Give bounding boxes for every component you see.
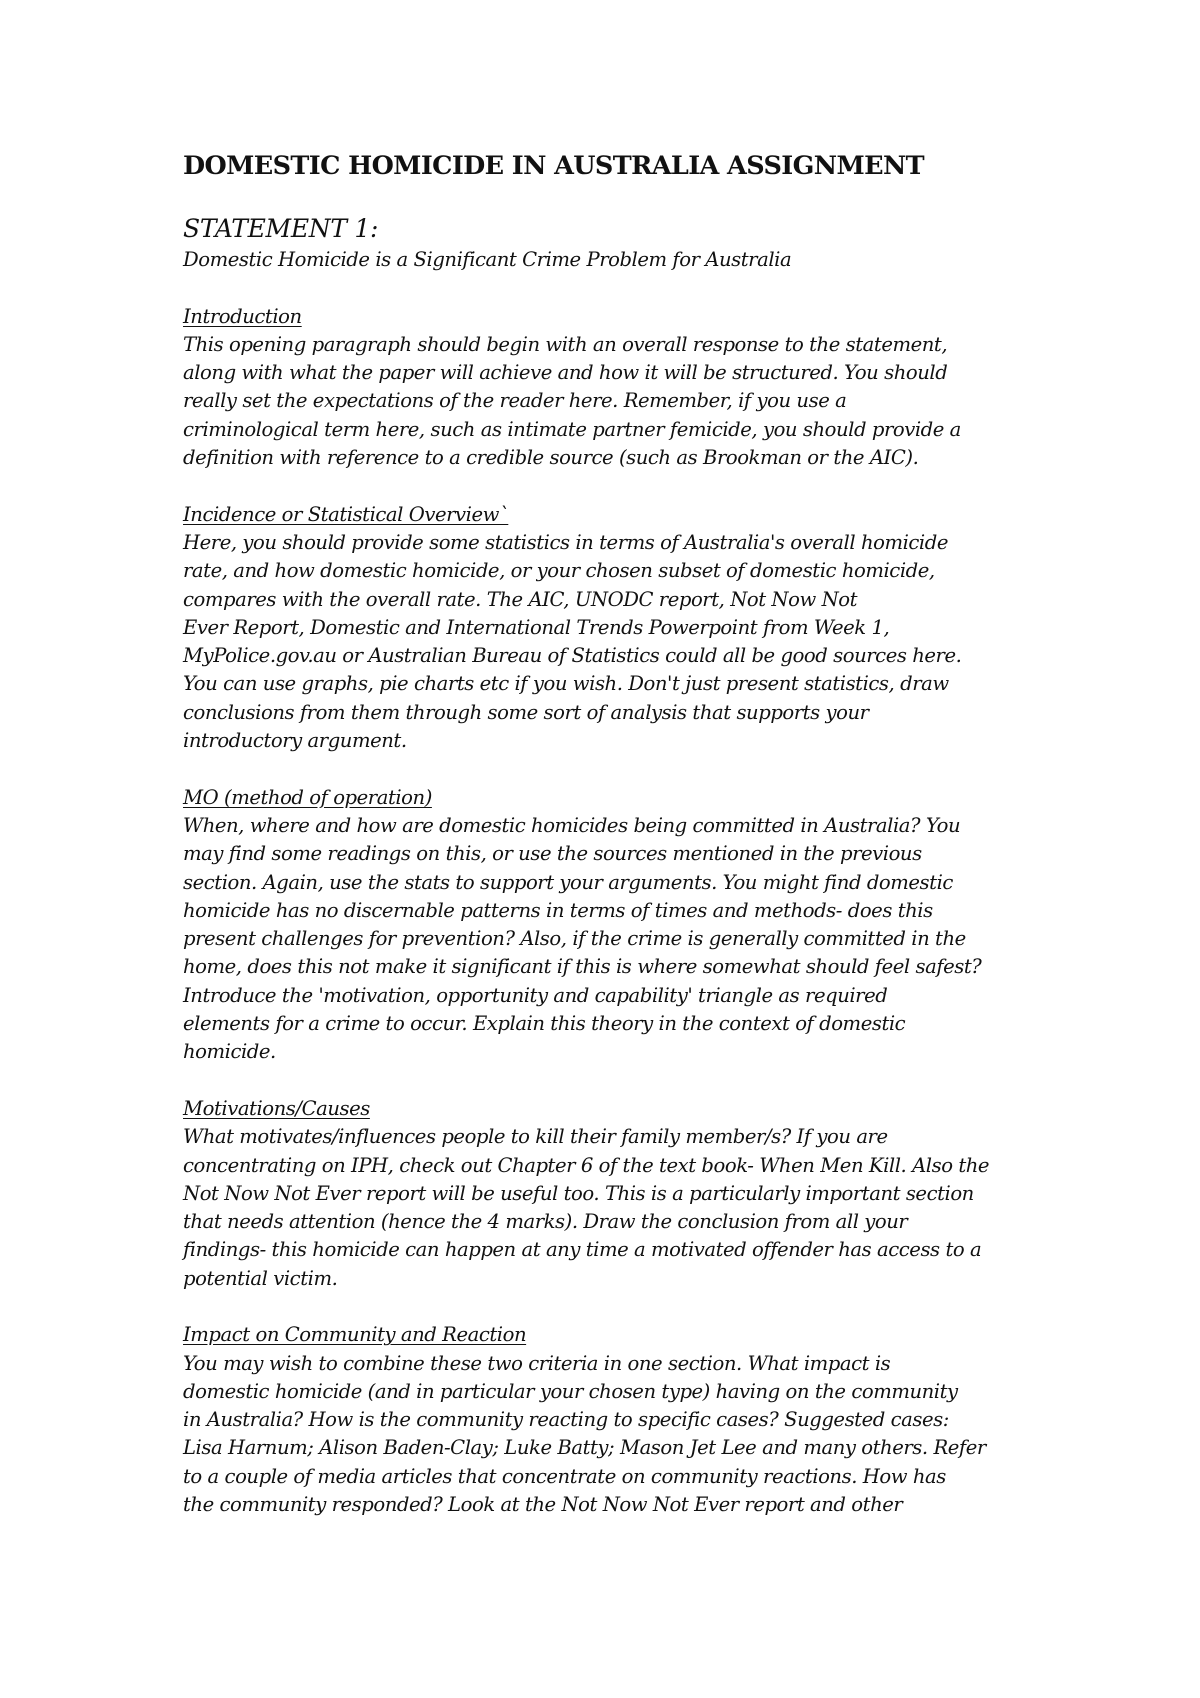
paragraph-line: potential victim. bbox=[183, 1266, 338, 1290]
document-title: DOMESTIC HOMICIDE IN AUSTRALIA ASSIGNMENT bbox=[183, 151, 925, 181]
section-heading: Introduction bbox=[183, 304, 302, 328]
section-heading: Impact on Community and Reaction bbox=[183, 1323, 527, 1347]
paragraph-line: rate, and how domestic homicide, or your chosen subset of domestic homicide, bbox=[183, 559, 935, 583]
paragraph-line: When, where and how are domestic homicides being committed in Australia? You bbox=[183, 813, 961, 837]
paragraph-line: You can use graphs, pie charts etc if you wish. Don't just present statistics, draw bbox=[183, 672, 949, 696]
paragraph-line: What motivates/influences people to kill their family member/s? If you are bbox=[183, 1125, 888, 1149]
section-introduction bbox=[183, 303, 1063, 473]
section-heading: Incidence or Statistical Overview` bbox=[183, 502, 509, 526]
section-impact bbox=[183, 1321, 1063, 1519]
paragraph-line: homicide. bbox=[183, 1040, 276, 1064]
paragraph-line: findings- this homicide can happen at any time a motivated offender has access to a bbox=[183, 1238, 982, 1262]
paragraph-line: Here, you should provide some statistics in terms of Australia's overall homicide bbox=[183, 530, 948, 554]
paragraph-line: to a couple of media articles that concentrate on community reactions. How has bbox=[183, 1464, 946, 1488]
paragraph-line: may find some readings on this, or use the sources mentioned in the previous bbox=[183, 842, 922, 866]
paragraph-line: along with what the paper will achieve and how it will be structured. You should bbox=[183, 361, 948, 385]
paragraph-line: compares with the overall rate. The AIC, UNODC report, Not Now Not bbox=[183, 587, 858, 611]
paragraph-line: in Australia? How is the community reacting to specific cases? Suggested cases: bbox=[183, 1408, 949, 1432]
paragraph-line: really set the expectations of the reader here. Remember, if you use a bbox=[183, 389, 847, 413]
paragraph-line: section. Again, use the stats to support your arguments. You might find domestic bbox=[183, 870, 953, 894]
section-heading: MO (method of operation) bbox=[183, 785, 432, 809]
paragraph-line: Not Now Not Ever report will be useful too. This is a particularly important section bbox=[183, 1181, 974, 1205]
paragraph-line: Lisa Harnum; Alison Baden-Clay; Luke Batty; Mason Jet Lee and many others. Refer bbox=[183, 1436, 986, 1460]
section-heading: Motivations/Causes bbox=[183, 1096, 370, 1120]
statement-text: Domestic Homicide is a Significant Crime Problem for Australia bbox=[183, 248, 792, 271]
paragraph-line: criminological term here, such as intimate partner femicide, you should provide a bbox=[183, 417, 961, 441]
paragraph-line: Introduce the 'motivation, opportunity and capability' triangle as required bbox=[183, 983, 888, 1007]
paragraph-line: home, does this not make it significant if this is where somewhat should feel safest? bbox=[183, 955, 982, 979]
paragraph-line: domestic homicide (and in particular your chosen type) having on the community bbox=[183, 1379, 958, 1403]
document-page bbox=[183, 146, 1063, 1519]
paragraph-line: homicide has no discernable patterns in terms of times and methods- does this bbox=[183, 898, 933, 922]
paragraph-line: elements for a crime to occur. Explain this theory in the context of domestic bbox=[183, 1012, 906, 1036]
paragraph-line: concentrating on IPH, check out Chapter 6 of the text book- When Men Kill. Also the bbox=[183, 1153, 990, 1177]
paragraph-line: You may wish to combine these two criteria in one section. What impact is bbox=[183, 1351, 891, 1375]
statement-label: STATEMENT 1: bbox=[183, 214, 379, 243]
paragraph-line: MyPolice.gov.au or Australian Bureau of Statistics could all be good sources here. bbox=[183, 644, 962, 668]
section-incidence bbox=[183, 501, 1063, 756]
paragraph-line: Ever Report, Domestic and International Trends Powerpoint from Week 1, bbox=[183, 615, 890, 639]
paragraph-line: present challenges for prevention? Also, if the crime is generally committed in the bbox=[183, 927, 966, 951]
paragraph-line: the community responded? Look at the Not Now Not Ever report and other bbox=[183, 1493, 903, 1517]
paragraph-line: conclusions from them through some sort of analysis that supports your bbox=[183, 700, 869, 724]
paragraph-line: that needs attention (hence the 4 marks). Draw the conclusion from all your bbox=[183, 1210, 908, 1234]
paragraph-line: This opening paragraph should begin with an overall response to the statement, bbox=[183, 332, 948, 356]
section-motivations bbox=[183, 1095, 1063, 1293]
paragraph-line: introductory argument. bbox=[183, 729, 407, 753]
section-mo bbox=[183, 784, 1063, 1067]
paragraph-line: definition with reference to a credible source (such as Brookman or the AIC). bbox=[183, 446, 919, 470]
